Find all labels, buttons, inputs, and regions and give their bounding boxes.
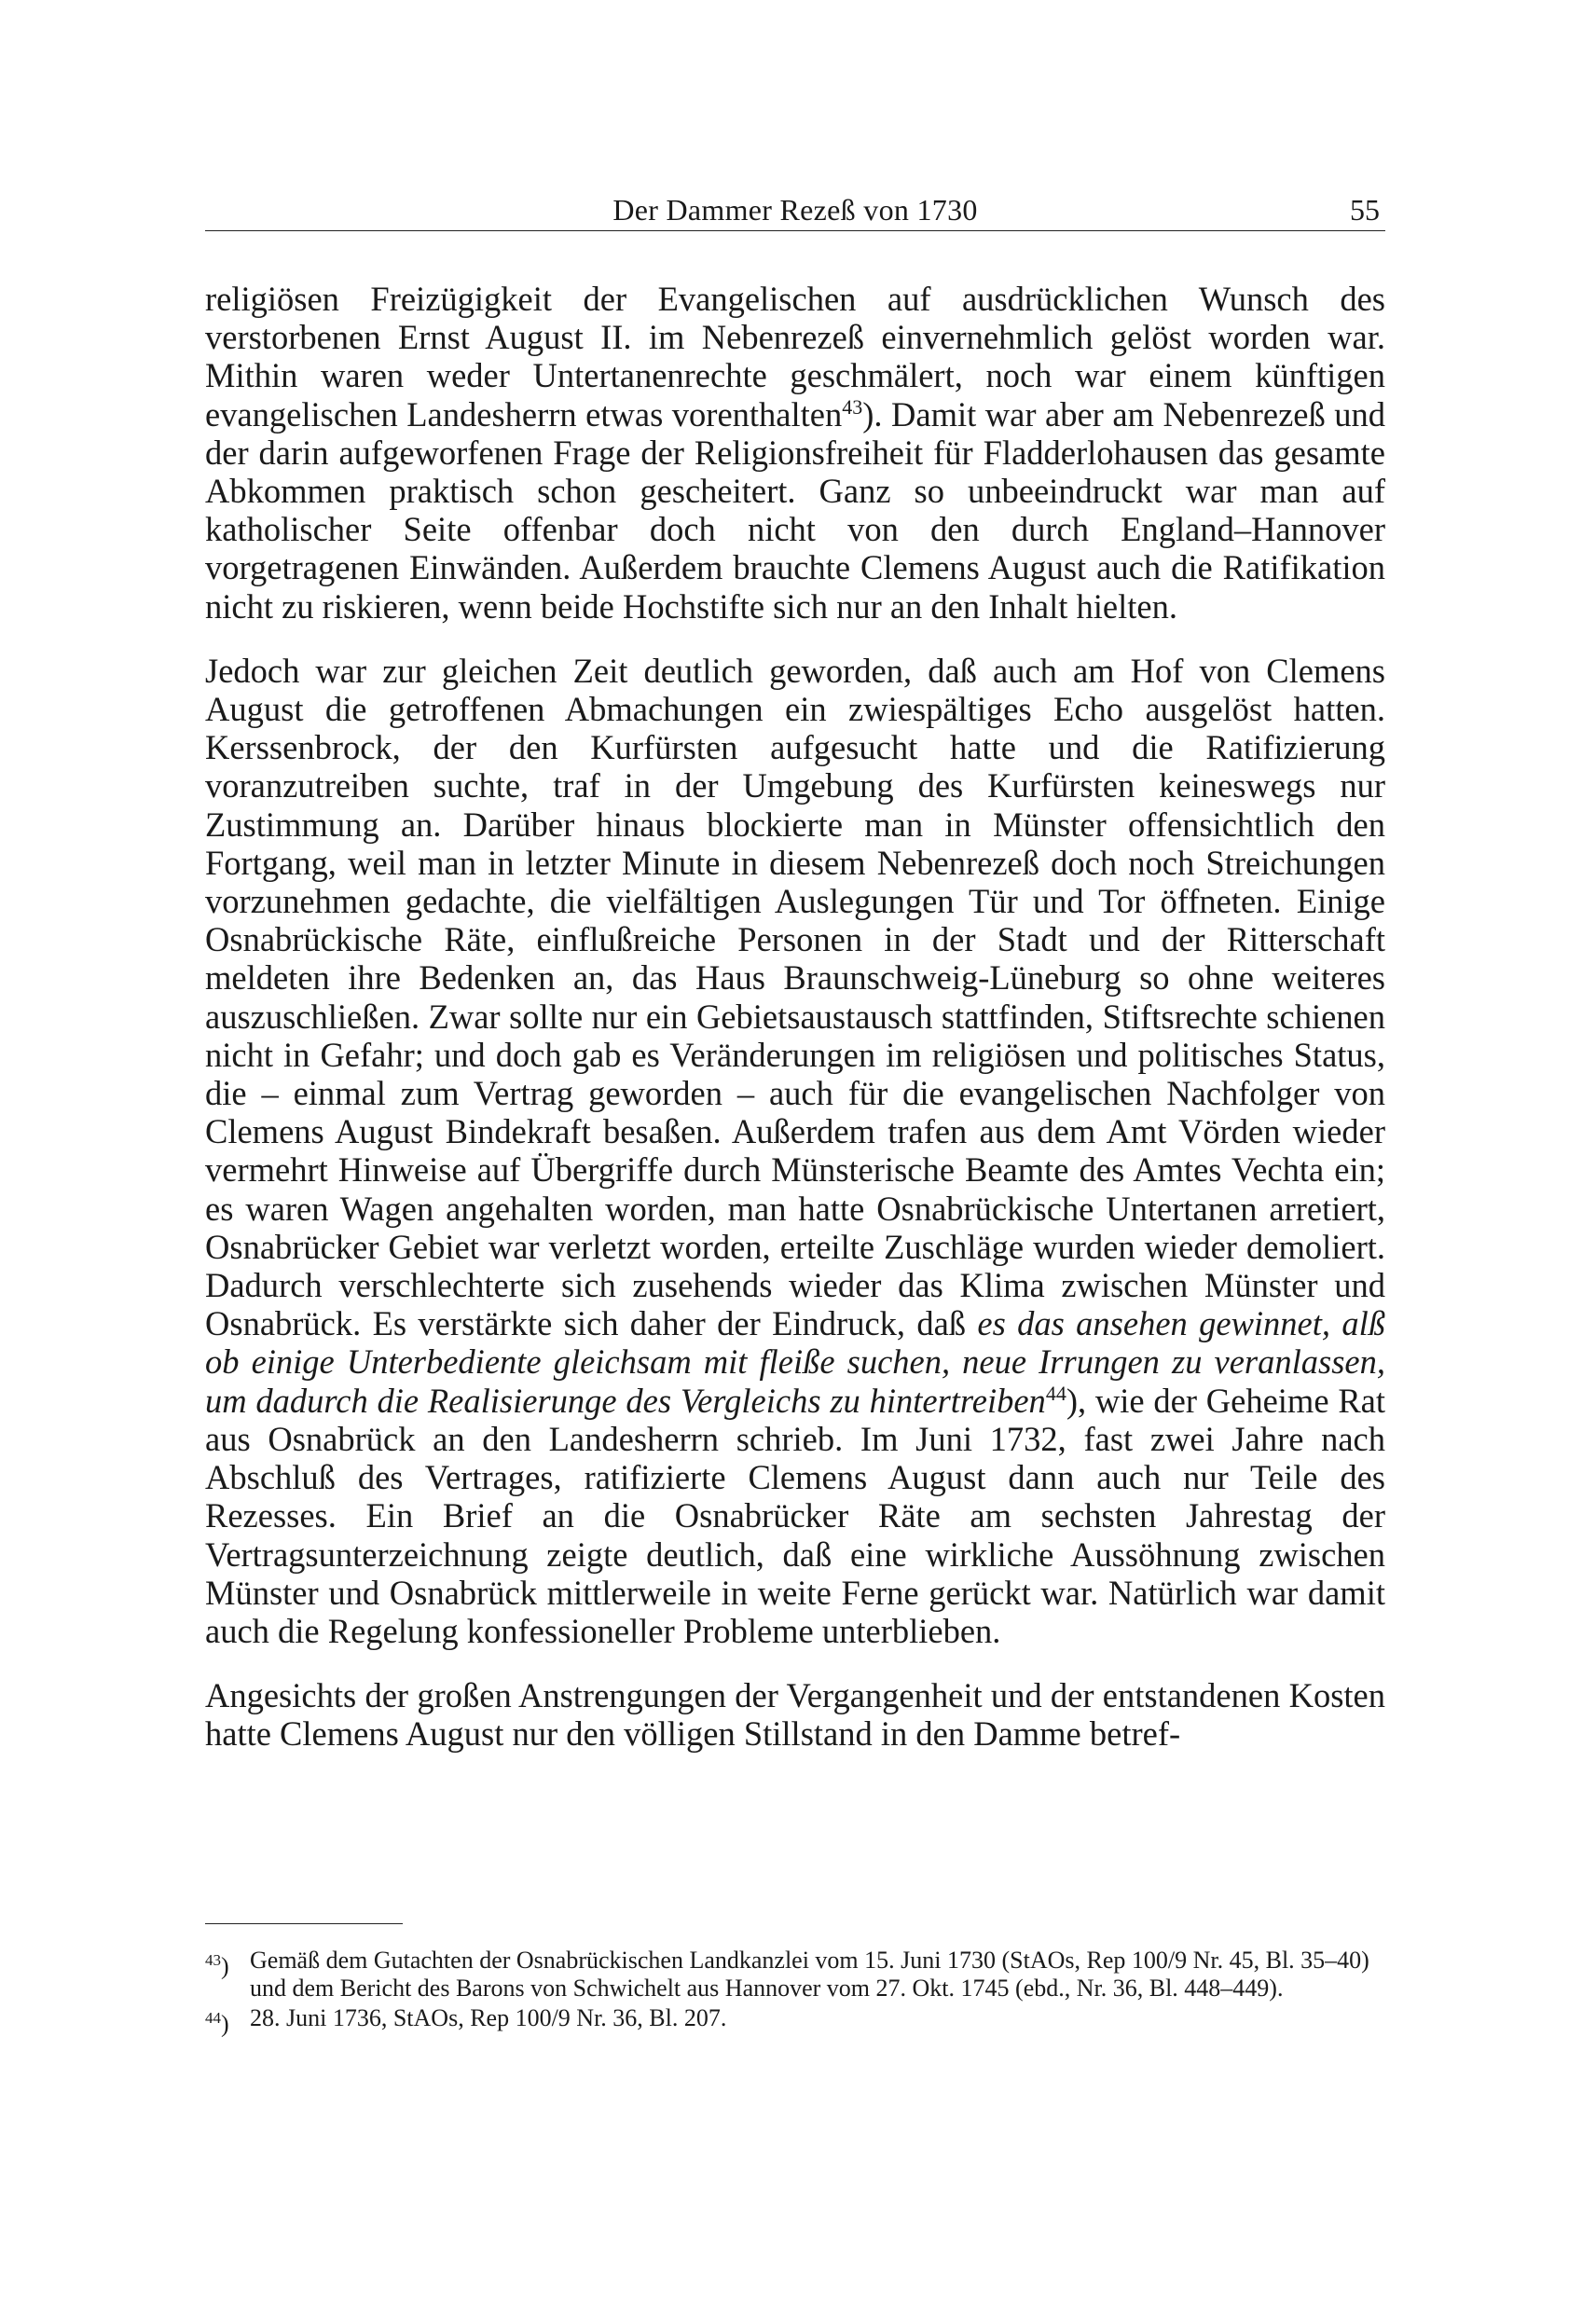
- main-text: [205, 280, 1385, 1754]
- paragraph-3-text: Angesichts der großen Anstrengungen der Vergangenheit und der entstandenen Kosten hatte Clemens August nur den völligen Stillstand in den Damme betref-: [205, 1676, 1385, 1754]
- footnote-44-text: 28. Juni 1736, StAOs, Rep 100/9 Nr. 36, Bl. 207.: [250, 2004, 727, 2031]
- footnote-43-number: 43: [205, 1951, 221, 1969]
- paragraph-3: [205, 1676, 1385, 1753]
- footnote-44-paren: ): [221, 2010, 229, 2038]
- paragraph-2: [205, 652, 1385, 1650]
- footnote-ref-43: 43: [842, 394, 863, 419]
- footnote-43-marker: [205, 1947, 250, 2002]
- paragraph-1-text-a: religiösen Freizügigkeit der Evangelischen auf ausdrücklichen Wunsch des verstorbenen Ernst August II. im Nebenrezeß einvernehmlich gelöst worden war. Mithin waren weder Untertanenrechte geschmälert, noch war einem künftigen evangelischen Landesherrn etwas vorenthalten: [205, 280, 1385, 434]
- paragraph-2-quote: es das ansehen gewinnet, alß ob einige Unterbediente gleichsam mit fleiße suchen, neue Irrungen zu veranlassen, um dadurch die Realisierunge des Vergleichs zu hintertreiben: [205, 1304, 1386, 1420]
- footnote-44-marker: [205, 2004, 250, 2039]
- footnote-43: [205, 1947, 1385, 2002]
- footnote-43-paren: ): [221, 1952, 229, 1980]
- paragraph-2-text-a: Jedoch war zur gleichen Zeit deutlich geworden, daß auch am Hof von Clemens August die getroffenen Abmachungen ein zwiespältiges Echo ausgelöst hatten. Kerssenbrock, der den Kurfürsten aufgesucht hatte und die Ratifizierung voranzutreiben suchte, traf in der Umgebung des Kurfürsten keineswegs nur Zustimmung an. Darüber hinaus blockierte man in Münster offensichtlich den Fortgang, weil man in letzter Minute in diesem Nebenrezeß doch noch Streichungen vorzunehmen gedachte, die vielfältigen Auslegungen Tür und Tor öffneten. Einige Osnabrückische Räte, einflußreiche Personen in der Stadt und der Ritterschaft meldeten ihre Bedenken an, das Haus Braunschweig-Lüneburg so ohne weiteres auszuschließen. Zwar sollte nur ein Gebietsaustausch stattfinden, Stiftsrechte schienen nicht in Gefahr; und doch gab es Veränderungen im religiösen und politisches Status, die – einmal zum Vertrag geworden – auch für die evangelischen Nachfolger von Clemens August Bindekraft besaßen. Außerdem trafen aus dem Amt Vörden wieder vermehrt Hinweise auf Übergriffe durch Münsterische Beamte des Amtes Vechta ein; es waren Wagen angehalten worden, man hatte Osnabrückische Untertanen arretiert, Osnabrücker Gebiet war verletzt worden, erteilte Zuschläge wurden wieder demoliert. Dadurch verschlechterte sich zusehends wieder das Klima zwischen Münster und Osnabrück. Es verstärkte sich daher der Eindruck, daß: [205, 651, 1385, 1343]
- paragraph-1: [205, 280, 1385, 626]
- running-title: Der Dammer Rezeß von 1730: [612, 193, 978, 227]
- running-header: [205, 189, 1385, 231]
- page-number: 55: [1350, 193, 1380, 227]
- footnote-43-text: Gemäß dem Gutachten der Osnabrückischen Landkanzlei vom 15. Juni 1730 (StAOs, Rep 100/9 Nr. 45, Bl. 35–40) und dem Bericht des Barons von Schwichelt aus Hannover vom 27. Okt. 1745 (ebd., Nr. 36, Bl. 448–449).: [250, 1947, 1369, 2002]
- paragraph-1-text-b: ). Damit war aber am Nebenrezeß und der darin aufgeworfenen Frage der Religionsfreiheit für Fladderlohausen das gesamte Abkommen praktisch schon gescheitert. Ganz so unbeeindruckt war man auf katholischer Seite offenbar doch nicht von den durch England–Hannover vorgetragenen Einwänden. Außerdem brauchte Clemens August auch die Ratifikation nicht zu riskieren, wenn beide Hochstifte sich nur an den Inhalt hielten.: [205, 394, 1386, 626]
- footnotes: [205, 1947, 1385, 2039]
- footnote-44-number: 44: [205, 2009, 221, 2027]
- footnote-ref-44: 44: [1045, 1381, 1066, 1405]
- footnote-rule: [205, 1923, 403, 1924]
- paragraph-2-text-b: ), wie der Geheime Rat aus Osnabrück an den Landesherrn schrieb. Im Juni 1732, fast zwei Jahre nach Abschluß des Vertrages, ratifizierte Clemens August dann auch nur Teile des Rezesses. Ein Brief an die Osnabrücker Räte am sechsten Jahrestag der Vertragsunterzeichnung zeigte deutlich, daß eine wirkliche Aussöhnung zwischen Münster und Osnabrück mittlerweile in weite Ferne gerückt war. Natürlich war damit auch die Regelung konfessioneller Probleme unterblieben.: [205, 1381, 1386, 1650]
- footnote-44: [205, 2004, 1385, 2039]
